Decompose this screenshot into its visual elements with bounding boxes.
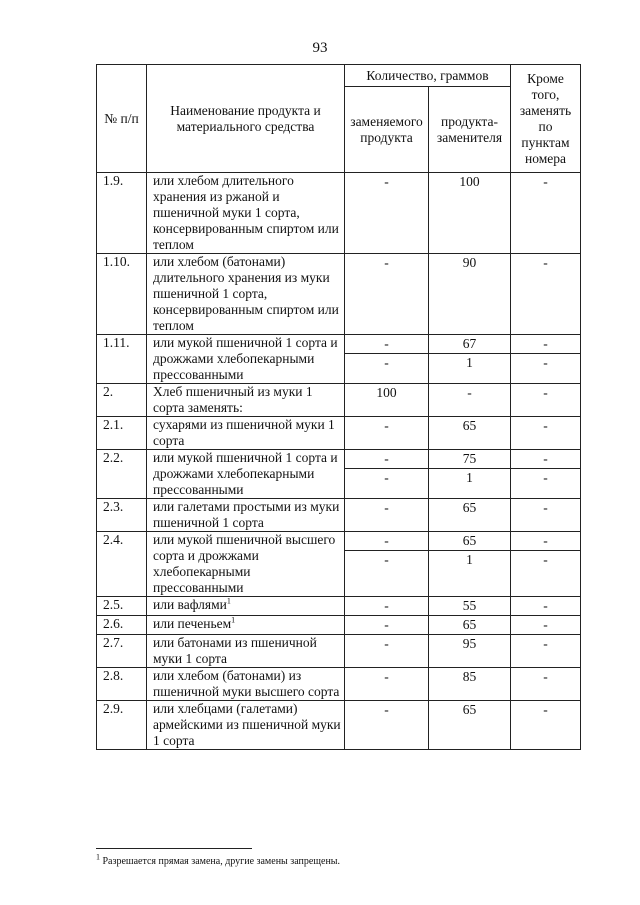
- cell-value: -: [543, 385, 548, 400]
- header-replaced: заменяемого продукта: [345, 87, 429, 173]
- cell-value: -: [543, 617, 548, 632]
- row-number: 2.: [97, 384, 147, 417]
- table-row: [97, 635, 581, 668]
- product-name-text: Хлеб пшеничный из муки 1 сорта заменять:: [153, 384, 313, 415]
- replaced-qty-cell: [345, 417, 429, 450]
- footnote-ref: 1: [231, 615, 236, 625]
- cell-value: -: [543, 451, 548, 466]
- except-cell: [511, 254, 581, 335]
- row-number: 2.8.: [97, 668, 147, 701]
- row-number: 2.1.: [97, 417, 147, 450]
- except-cell: [511, 335, 581, 384]
- product-name-text: или батонами из пшеничной муки 1 сорта: [153, 635, 317, 666]
- product-name: [147, 532, 345, 597]
- row-number: 2.7.: [97, 635, 147, 668]
- product-name-text: или мукой пшеничной 1 сорта и дрожжами хлебопекарными прессованными: [153, 335, 338, 382]
- cell-value: -: [345, 353, 428, 372]
- cell-value: 90: [462, 255, 477, 270]
- table-row: [97, 173, 581, 254]
- row-number: 2.9.: [97, 701, 147, 750]
- cell-value: -: [384, 336, 389, 351]
- replaced-qty-cell: [345, 450, 429, 499]
- substitute-qty-cell: [429, 597, 511, 616]
- table-row: [97, 450, 581, 499]
- cell-value: -: [345, 550, 428, 569]
- product-name-text: или мукой пшеничной высшего сорта и дрожжами хлебопекарными прессованными: [153, 532, 336, 595]
- cell-value: -: [384, 500, 389, 515]
- substitute-qty-cell: [429, 532, 511, 597]
- table-row: [97, 384, 581, 417]
- substitute-qty-cell: [429, 417, 511, 450]
- cell-value: -: [384, 598, 389, 613]
- product-name-text: или хлебом (батонами) из пшеничной муки высшего сорта: [153, 668, 340, 699]
- product-name-text: или хлебцами (галетами) армейскими из пшеничной муки 1 сорта: [153, 701, 341, 748]
- cell-value: 85: [462, 669, 477, 684]
- row-number: 1.11.: [97, 335, 147, 384]
- cell-value: 1: [429, 353, 510, 372]
- header-name: Наименование продукта и материального средства: [147, 65, 345, 173]
- product-name-text: или галетами простыми из муки пшеничной 1 сорта: [153, 499, 340, 530]
- replaced-qty-cell: [345, 335, 429, 384]
- except-cell: [511, 701, 581, 750]
- product-name: [147, 384, 345, 417]
- row-number: 1.9.: [97, 173, 147, 254]
- cell-value: -: [384, 418, 389, 433]
- replaced-qty-cell: [345, 384, 429, 417]
- cell-value: 100: [376, 385, 397, 400]
- cell-value: -: [384, 702, 389, 717]
- cell-value: 67: [462, 336, 477, 351]
- cell-value: -: [543, 336, 548, 351]
- product-name: [147, 616, 345, 635]
- product-name-text: сухарями из пшеничной муки 1 сорта: [153, 417, 335, 448]
- replaced-qty-cell: [345, 254, 429, 335]
- cell-value: -: [384, 617, 389, 632]
- table-row: [97, 254, 581, 335]
- cell-value: 1: [429, 468, 510, 487]
- header-quantity: Количество, граммов: [345, 65, 511, 87]
- substitute-qty-cell: [429, 335, 511, 384]
- product-name: [147, 499, 345, 532]
- cell-value: 65: [462, 702, 477, 717]
- cell-value: -: [543, 636, 548, 651]
- cell-value: -: [511, 353, 580, 372]
- except-cell: [511, 668, 581, 701]
- except-cell: [511, 417, 581, 450]
- cell-value: -: [384, 636, 389, 651]
- substitution-table: [96, 64, 581, 750]
- cell-value: -: [384, 533, 389, 548]
- replaced-qty-cell: [345, 668, 429, 701]
- substitute-qty-cell: [429, 668, 511, 701]
- product-name: [147, 668, 345, 701]
- footnote-mark: 1: [96, 852, 100, 862]
- cell-value: 65: [462, 533, 477, 548]
- substitute-qty-cell: [429, 616, 511, 635]
- cell-value: 55: [462, 598, 477, 613]
- cell-value: 95: [462, 636, 477, 651]
- table-row: [97, 668, 581, 701]
- replaced-qty-cell: [345, 701, 429, 750]
- cell-value: -: [511, 468, 580, 487]
- replaced-qty-cell: [345, 635, 429, 668]
- substitute-qty-cell: [429, 384, 511, 417]
- substitute-qty-cell: [429, 635, 511, 668]
- cell-value: 65: [462, 617, 477, 632]
- product-name-text: или мукой пшеничной 1 сорта и дрожжами хлебопекарными прессованными: [153, 450, 338, 497]
- except-cell: [511, 635, 581, 668]
- cell-value: -: [384, 669, 389, 684]
- product-name: [147, 417, 345, 450]
- cell-value: -: [543, 533, 548, 548]
- except-cell: [511, 532, 581, 597]
- row-number: 2.4.: [97, 532, 147, 597]
- header-except: Кроме того, заменять по пунктам номера: [511, 65, 581, 173]
- cell-value: -: [543, 500, 548, 515]
- table-row: [97, 417, 581, 450]
- product-name: [147, 335, 345, 384]
- product-name: [147, 173, 345, 254]
- cell-value: -: [543, 669, 548, 684]
- product-name: [147, 635, 345, 668]
- except-cell: [511, 499, 581, 532]
- row-number: 1.10.: [97, 254, 147, 335]
- cell-value: 100: [459, 174, 480, 189]
- cell-value: -: [467, 385, 472, 400]
- page-number: 93: [312, 40, 328, 56]
- product-name-text: или хлебом длительного хранения из ржаной и пшеничной муки 1 сорта, консервированным спиртом или теплом: [153, 173, 339, 252]
- header-num: № п/п: [97, 65, 147, 173]
- table-row: [97, 616, 581, 635]
- substitute-qty-cell: [429, 499, 511, 532]
- replaced-qty-cell: [345, 597, 429, 616]
- footnote-rule: [96, 848, 252, 849]
- product-name-text: или хлебом (батонами) длительного хранения из муки пшеничной 1 сорта, консервированным спиртом или теплом: [153, 254, 339, 333]
- row-number: 2.2.: [97, 450, 147, 499]
- except-cell: [511, 616, 581, 635]
- cell-value: -: [384, 255, 389, 270]
- product-name: [147, 597, 345, 616]
- product-name: [147, 701, 345, 750]
- except-cell: [511, 384, 581, 417]
- substitute-qty-cell: [429, 701, 511, 750]
- except-cell: [511, 173, 581, 254]
- substitute-qty-cell: [429, 254, 511, 335]
- replaced-qty-cell: [345, 173, 429, 254]
- cell-value: -: [511, 550, 580, 569]
- table-row: [97, 532, 581, 597]
- row-number: 2.5.: [97, 597, 147, 616]
- except-cell: [511, 597, 581, 616]
- replaced-qty-cell: [345, 532, 429, 597]
- cell-value: 75: [462, 451, 477, 466]
- cell-value: -: [345, 468, 428, 487]
- footnote: [96, 852, 341, 867]
- table-row: [97, 597, 581, 616]
- cell-value: -: [543, 174, 548, 189]
- replaced-qty-cell: [345, 499, 429, 532]
- product-name-text: или печеньем: [153, 616, 232, 631]
- table-row: [97, 701, 581, 750]
- product-name: [147, 254, 345, 335]
- replaced-qty-cell: [345, 616, 429, 635]
- cell-value: -: [543, 418, 548, 433]
- cell-value: 1: [429, 550, 510, 569]
- except-cell: [511, 450, 581, 499]
- header-substitute: продукта-заменителя: [429, 87, 511, 173]
- cell-value: -: [384, 174, 389, 189]
- table-body: [97, 173, 581, 750]
- cell-value: -: [384, 451, 389, 466]
- table-row: [97, 335, 581, 384]
- footnote-ref: 1: [226, 596, 231, 606]
- cell-value: -: [543, 255, 548, 270]
- substitute-qty-cell: [429, 450, 511, 499]
- product-name: [147, 450, 345, 499]
- row-number: 2.3.: [97, 499, 147, 532]
- footnote-text: Разрешается прямая замена, другие замены запрещены.: [102, 856, 341, 867]
- cell-value: -: [543, 598, 548, 613]
- substitute-qty-cell: [429, 173, 511, 254]
- cell-value: 65: [462, 500, 477, 515]
- table-row: [97, 499, 581, 532]
- row-number: 2.6.: [97, 616, 147, 635]
- cell-value: 65: [462, 418, 477, 433]
- cell-value: -: [543, 702, 548, 717]
- product-name-text: или вафлями: [153, 597, 227, 612]
